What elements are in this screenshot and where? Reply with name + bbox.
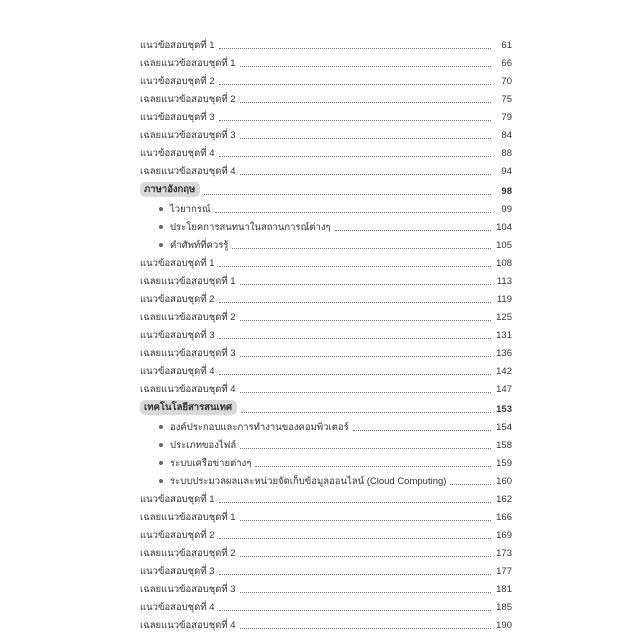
dot-leader xyxy=(240,448,491,449)
toc-entry-row xyxy=(140,35,512,53)
page-number: 162 xyxy=(496,494,512,506)
dot-leader xyxy=(240,66,491,67)
page-number: 181 xyxy=(496,584,512,596)
dot-leader xyxy=(219,374,492,375)
toc-subtopic-row xyxy=(140,435,512,453)
toc-entry-row xyxy=(140,125,512,143)
toc-entry-row xyxy=(140,361,512,379)
dot-leader xyxy=(215,212,491,213)
dot-leader xyxy=(219,574,492,575)
toc-entry-row xyxy=(140,379,512,397)
toc-entry-label: แนวข้อสอบชุดที่ 2 xyxy=(140,76,215,88)
page-number: 190 xyxy=(496,620,512,632)
section-title-pill: ภาษาอังกฤษ xyxy=(140,182,200,197)
toc-entry-row xyxy=(140,253,512,271)
toc-entry-row xyxy=(140,597,512,615)
toc-entry-row xyxy=(140,89,512,107)
page-number: 113 xyxy=(496,276,512,288)
toc-entry-label: เฉลยแนวข้อสอบชุดที่ 1 xyxy=(140,512,236,524)
bullet-icon xyxy=(159,225,163,229)
toc-entry-label: เฉลยแนวข้อสอบชุดที่ 2 xyxy=(140,548,236,560)
dot-leader xyxy=(204,194,491,195)
page-number: 147 xyxy=(496,384,512,396)
toc-entry-row xyxy=(140,143,512,161)
dot-leader xyxy=(219,84,492,85)
toc-entry-row xyxy=(140,53,512,71)
bullet-icon xyxy=(159,461,163,465)
page-number: 108 xyxy=(496,258,512,270)
dot-leader xyxy=(219,266,492,267)
dot-leader xyxy=(240,628,491,629)
dot-leader xyxy=(240,284,491,285)
toc-subtopic-text: ระบบเครือข่ายต่างๆ xyxy=(170,458,252,470)
page-number: 142 xyxy=(496,366,512,378)
toc-entry-row xyxy=(140,325,512,343)
dot-leader xyxy=(219,610,492,611)
dot-leader xyxy=(255,466,491,467)
toc-subtopic-row xyxy=(140,217,512,235)
dot-leader xyxy=(219,120,492,121)
page-number: 173 xyxy=(496,548,512,560)
bullet-icon xyxy=(159,243,163,247)
toc-entry-label: เฉลยแนวข้อสอบชุดที่ 4 xyxy=(140,384,236,396)
dot-leader xyxy=(240,356,491,357)
dot-leader xyxy=(353,430,491,431)
toc-entry-label: เฉลยแนวข้อสอบชุดที่ 2 xyxy=(140,312,236,324)
dot-leader xyxy=(240,138,491,139)
dot-leader xyxy=(240,592,491,593)
page-number: 88 xyxy=(501,148,512,160)
page-number: 98 xyxy=(501,185,512,197)
page-number: 160 xyxy=(496,476,512,488)
dot-leader xyxy=(219,48,492,49)
dot-leader xyxy=(450,484,491,485)
page-number: 154 xyxy=(496,421,512,433)
bullet-icon xyxy=(159,207,163,211)
toc-entry-row xyxy=(140,525,512,543)
toc-subtopic-text: ประโยคการสนทนาในสถานการณ์ต่างๆ xyxy=(170,221,331,233)
dot-leader xyxy=(219,502,492,503)
page-number: 185 xyxy=(496,602,512,614)
toc-section-label xyxy=(140,400,237,415)
dot-leader xyxy=(240,102,491,103)
toc-entry-row xyxy=(140,161,512,179)
toc-entry-label: เฉลยแนวข้อสอบชุดที่ 3 xyxy=(140,130,236,142)
toc-entry-row xyxy=(140,107,512,125)
dot-leader xyxy=(240,174,491,175)
page-number: 66 xyxy=(501,58,512,70)
toc-entry-row xyxy=(140,71,512,89)
toc-entry-label: แนวข้อสอบชุดที่ 2 xyxy=(140,530,215,542)
toc-entry-label: แนวข้อสอบชุดที่ 1 xyxy=(140,494,215,506)
toc-entry-row xyxy=(140,507,512,525)
toc-entry-label: แนวข้อสอบชุดที่ 4 xyxy=(140,148,215,160)
toc-entry-row xyxy=(140,271,512,289)
toc-entry-label: แนวข้อสอบชุดที่ 2 xyxy=(140,294,215,306)
dot-leader xyxy=(219,302,492,303)
dot-leader xyxy=(240,392,491,393)
page-number: 105 xyxy=(496,240,512,252)
toc-subtopic-row xyxy=(140,235,512,253)
toc-entry-row xyxy=(140,289,512,307)
toc-subtopic-label xyxy=(140,476,446,487)
toc-section-label xyxy=(140,182,200,197)
toc-entry-label: เฉลยแนวข้อสอบชุดที่ 2 xyxy=(140,94,236,106)
toc-subtopic-label xyxy=(140,422,349,433)
page-number: 99 xyxy=(501,203,512,215)
toc-entry-row xyxy=(140,615,512,633)
toc-subtopic-row xyxy=(140,199,512,217)
dot-leader xyxy=(219,338,492,339)
toc-entry-label: เฉลยแนวข้อสอบชุดที่ 4 xyxy=(140,620,236,632)
toc-subtopic-text: ประเภทของไฟล์ xyxy=(170,439,237,451)
toc-entry-row xyxy=(140,343,512,361)
page-number: 131 xyxy=(496,330,512,342)
toc-entry-row xyxy=(140,489,512,507)
toc-entry-row xyxy=(140,561,512,579)
toc-section-heading xyxy=(140,397,512,417)
page-number: 94 xyxy=(501,166,512,178)
page-number: 84 xyxy=(501,130,512,142)
page-number: 136 xyxy=(496,348,512,360)
toc-subtopic-text: คำศัพท์ที่ควรรู้ xyxy=(170,240,229,252)
toc-subtopic-text: ระบบประมวลผลและหน่วยจัดเก็บข้อมูลออนไลน์ (Cloud Computing) xyxy=(170,476,447,488)
section-title-pill: เทคโนโลยีสารสนเทศ xyxy=(140,400,237,415)
toc-entry-label: แนวข้อสอบชุดที่ 1 xyxy=(140,40,215,52)
table-of-contents xyxy=(140,35,512,633)
dot-leader xyxy=(240,520,491,521)
toc-subtopic-row xyxy=(140,471,512,489)
toc-subtopic-label xyxy=(140,458,251,469)
toc-entry-label: เฉลยแนวข้อสอบชุดที่ 3 xyxy=(140,584,236,596)
dot-leader xyxy=(240,320,491,321)
toc-subtopic-label xyxy=(140,222,331,233)
page-number: 158 xyxy=(496,439,512,451)
page-number: 153 xyxy=(496,403,512,415)
dot-leader xyxy=(241,412,491,413)
bullet-icon xyxy=(159,443,163,447)
page-number: 169 xyxy=(496,530,512,542)
toc-subtopic-label xyxy=(140,240,228,251)
page-number: 159 xyxy=(496,458,512,470)
toc-entry-label: เฉลยแนวข้อสอบชุดที่ 1 xyxy=(140,276,236,288)
page-number: 70 xyxy=(501,76,512,88)
toc-subtopic-row xyxy=(140,453,512,471)
dot-leader xyxy=(219,538,492,539)
page-number: 79 xyxy=(501,112,512,124)
toc-entry-label: เฉลยแนวข้อสอบชุดที่ 3 xyxy=(140,348,236,360)
toc-entry-label: แนวข้อสอบชุดที่ 4 xyxy=(140,602,215,614)
toc-entry-label: แนวข้อสอบชุดที่ 3 xyxy=(140,566,215,578)
toc-entry-label: เฉลยแนวข้อสอบชุดที่ 1 xyxy=(140,58,236,70)
dot-leader xyxy=(335,230,491,231)
toc-section-heading xyxy=(140,179,512,199)
page-number: 125 xyxy=(496,312,512,324)
toc-entry-row xyxy=(140,543,512,561)
dot-leader xyxy=(240,556,491,557)
bullet-icon xyxy=(159,425,163,429)
dot-leader xyxy=(232,248,491,249)
page-number: 177 xyxy=(496,566,512,578)
toc-entry-row xyxy=(140,307,512,325)
toc-subtopic-row xyxy=(140,417,512,435)
toc-subtopic-text: องค์ประกอบและการทำงานของคอมพิวเตอร์ xyxy=(170,421,349,433)
page-number: 119 xyxy=(496,294,512,306)
toc-subtopic-label xyxy=(140,204,211,215)
toc-subtopic-text: ไวยากรณ์ xyxy=(170,203,211,215)
page-number: 61 xyxy=(501,40,512,52)
toc-entry-label: แนวข้อสอบชุดที่ 3 xyxy=(140,112,215,124)
page-number: 166 xyxy=(496,512,512,524)
toc-entry-label: แนวข้อสอบชุดที่ 1 xyxy=(140,258,215,270)
dot-leader xyxy=(219,156,492,157)
toc-subtopic-label xyxy=(140,440,236,451)
toc-entry-label: แนวข้อสอบชุดที่ 3 xyxy=(140,330,215,342)
toc-entry-row xyxy=(140,579,512,597)
toc-entry-label: แนวข้อสอบชุดที่ 4 xyxy=(140,366,215,378)
toc-entry-label: เฉลยแนวข้อสอบชุดที่ 4 xyxy=(140,166,236,178)
page-number: 75 xyxy=(501,94,512,106)
page-number: 104 xyxy=(496,221,512,233)
